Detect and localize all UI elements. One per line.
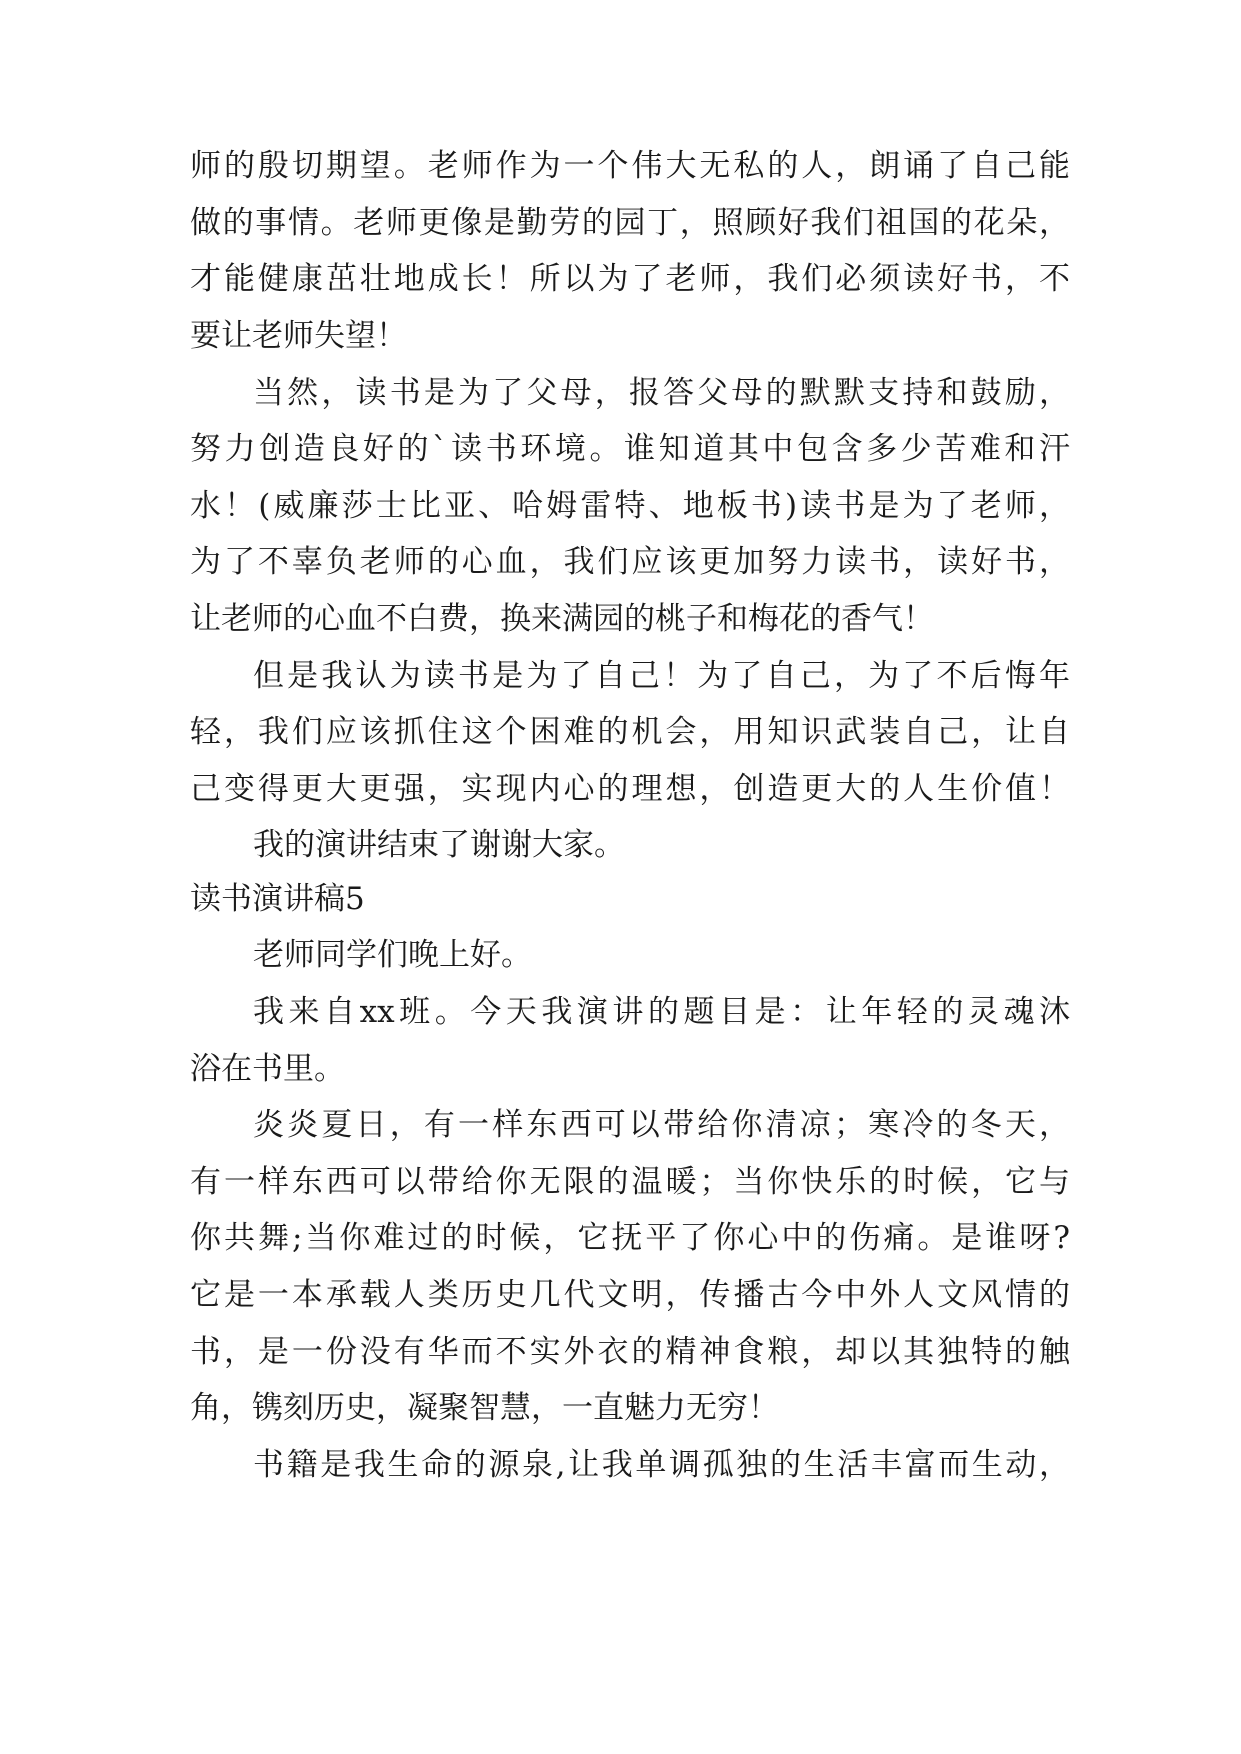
text-line: 老师同学们晚上好。 <box>253 937 532 973</box>
section-title: 读书演讲稿5 <box>190 881 365 917</box>
text-line: 炎炎夏日，有一样东西可以带给你清凉；寒冷的冬天， <box>253 1107 1070 1143</box>
text-line: 我来自xx班。今天我演讲的题目是：让年轻的灵魂沐 <box>253 994 1070 1030</box>
text-line: 让老师的心血不白费，换来满园的桃子和梅花的香气！ <box>190 601 934 637</box>
text-line: 角，镌刻历史，凝聚智慧，一直魅力无穷！ <box>190 1390 779 1426</box>
text-line: 它是一本承载人类历史几代文明，传播古今中外人文风情的 <box>190 1277 1070 1313</box>
text-line: 己变得更大更强，实现内心的理想，创造更大的人生价值！ <box>190 771 1070 807</box>
text-line: 我的演讲结束了谢谢大家。 <box>253 827 625 863</box>
text-line: 书籍是我生命的源泉,让我单调孤独的生活丰富而生动， <box>253 1447 1070 1483</box>
text-line: 才能健康茁壮地成长！所以为了老师，我们必须读好书，不 <box>190 261 1070 297</box>
text-line: 努力创造良好的`读书环境。谁知道其中包含多少苦难和汗 <box>190 431 1070 467</box>
text-line: 书，是一份没有华而不实外衣的精神食粮，却以其独特的触 <box>190 1334 1070 1370</box>
text-line: 要让老师失望！ <box>190 318 407 354</box>
text-line: 做的事情。老师更像是勤劳的园丁，照顾好我们祖国的花朵， <box>190 205 1070 241</box>
text-line: 有一样东西可以带给你无限的温暖；当你快乐的时候，它与 <box>190 1164 1070 1200</box>
text-line: 当然，读书是为了父母，报答父母的默默支持和鼓励， <box>253 375 1070 411</box>
text-line: 师的殷切期望。老师作为一个伟大无私的人，朗诵了自己能 <box>190 148 1070 184</box>
text-line: 水！(威廉莎士比亚、哈姆雷特、地板书)读书是为了老师， <box>190 488 1070 524</box>
text-line: 浴在书里。 <box>190 1051 345 1087</box>
text-line: 轻，我们应该抓住这个困难的机会，用知识武装自己，让自 <box>190 714 1070 750</box>
text-line: 但是我认为读书是为了自己！为了自己，为了不后悔年 <box>253 658 1070 694</box>
text-line: 为了不辜负老师的心血，我们应该更加努力读书，读好书， <box>190 544 1070 580</box>
text-line: 你共舞;当你难过的时候，它抚平了你心中的伤痛。是谁呀? <box>190 1220 1070 1256</box>
